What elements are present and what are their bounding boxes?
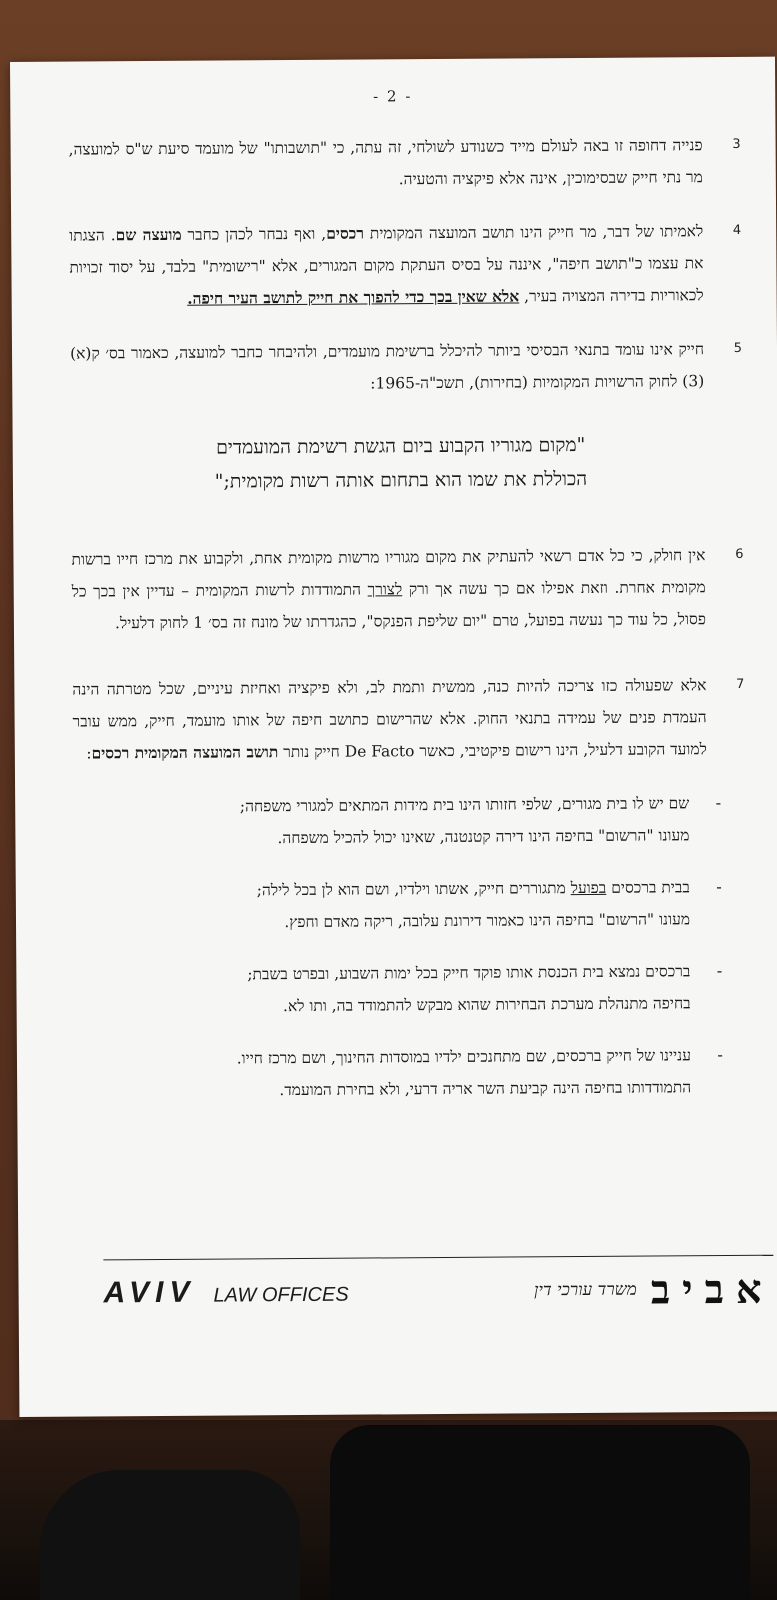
hebrew-office-label: משרד עורכי דין: [534, 1279, 637, 1301]
underlined-text: בפועל: [570, 878, 607, 898]
paragraph-text: . הצגתו את עצמו כ"תושב חיפה", איננה על בסיס העתקת מקום המגורים, אלא "רישומית" בלבד, על יסוד זכויות לכאוריות בדירה המצויה בעיר,: [69, 226, 704, 306]
bullet-item: [75, 1039, 735, 1108]
paragraph-text: חייק נותר: [278, 742, 345, 762]
bullet-line-1: עניינו של חייק ברכסים, שם מתחנכים ילדיו במוסדות החינוך, ושם מרכז חייו.: [236, 1046, 692, 1068]
paragraph-number: 7: [736, 676, 745, 692]
paragraph-number: 4: [732, 222, 742, 238]
paragraph-text: חייק אינו עומד בתנאי הבסיסי ביותר להיכלל ברשימת מועמדים, ולהיבחר כחבר למועצה, כאמור בס׳ ק(א)(3) לחוק הרשויות המקומיות (בחירות), תשכ"ה-1965:: [69, 340, 705, 393]
person-leg-right: [330, 1425, 750, 1600]
person-leg-left: [40, 1470, 300, 1600]
aviv-logo-en: AVIV: [103, 1275, 196, 1310]
bold-text: תושב המועצה המקומית רכסים: [91, 742, 279, 763]
bullet-line-1: [74, 871, 690, 907]
paragraph-3: [68, 129, 741, 198]
quote-line-1: "מקום מגוריו הקבוע ביום הגשת רשימת המועמדים: [215, 433, 586, 459]
dash-marker: -: [717, 1046, 724, 1065]
underlined-text: לצורך: [367, 580, 403, 599]
footer-divider: [103, 1255, 773, 1261]
bullet-line-1: ברכסים נמצא בית הכנסת אותו פוקד חייק בכל ימות השבוע, ובפרט בשבת;: [247, 962, 691, 984]
paragraph-text: אלא שפעולה כזו צריכה להיות כנה, ממשית ותמת לב, ולא פיקציה ואחיזת עיניים, שכל מטרתה הינה העמדת פנים של עמידה בתנאי החוק. אלא שהרישום כתושב חיפה של אותו מועמד, חייק, ממש עובר למועד הקובע דלעיל, הינו רישום פיקטיבי, כאשר: [72, 676, 707, 761]
paragraph-6: [71, 539, 744, 640]
bullet-text: בבית ברכסים: [606, 878, 690, 897]
paragraph-text: לאמיתו של דבר, מר חייק הינו תושב המועצה המקומית: [363, 222, 704, 243]
bullet-item: [74, 955, 734, 1024]
page-number: - 2 -: [373, 87, 413, 106]
paragraph-7: [72, 669, 745, 770]
quote-line-2: הכוללת את שמו הוא בתחום אותה רשות מקומית;": [214, 467, 588, 493]
letterhead-footer: [103, 1265, 774, 1314]
document-page: [10, 57, 777, 1417]
latin-text: De Facto: [344, 742, 415, 761]
bullet-line-2: מעונו "הרשום" בחיפה הינו דירה קטנטנה, שאינו יכול להכיל משפחה.: [277, 826, 690, 848]
law-quote: [71, 427, 731, 500]
hebrew-letterhead: [534, 1265, 774, 1314]
bullet-line-2: בחיפה מתנהלת מערכת הבחירות שהוא מבקש להתמודד בה, ותו לא.: [282, 994, 691, 1016]
dash-marker: -: [716, 962, 723, 981]
document-body: [68, 129, 745, 1128]
paragraph-text: אין חולק, כי כל אדם רשאי להעתיק את מקום מגוריו מרשות מקומית אחת, ולקבוע את מרכז חייו ברשות מקומית אחרת. וזאת אפילו אם כך עשה אך ורק: [71, 546, 706, 599]
bullet-line-1: שם יש לו בית מגורים, שלפי חזותו הינו בית מידות המתאים למגורי משפחה;: [239, 794, 690, 816]
paragraph-text: פנייה דחופה זו באה לעולם מייד כשנודע לשולחי, זה עתה, כי "תושבותו" של מועמד סיעת ש"ס למועצה, מר נתי חייק שבסימוכין, אינה אלא פיקציה והטעיה.: [68, 136, 703, 189]
law-offices-label: LAW OFFICES: [213, 1283, 349, 1307]
english-letterhead: [103, 1275, 348, 1311]
paragraph-number: 5: [733, 340, 743, 356]
bold-underlined-text: אלא שאין בכך כדי להפוך את חייק לתושב העיר חיפה.: [187, 286, 520, 308]
paragraph-text: , ואף נבחר לכהן כחבר: [181, 224, 327, 244]
bold-text: רכסים: [326, 223, 364, 243]
paragraph-text: התמודדות לרשות המקומית – עדיין אין בכך כל פסול, כל עוד כך נעשה בפועל, טרם "יום שליפת הפנקס", כהגדרתו של מונח זה בס׳ 1 לחוק דלעיל.: [71, 580, 706, 633]
paragraph-5: [69, 333, 743, 402]
paragraph-number: 3: [732, 136, 741, 152]
aviv-logo-he: אביב: [650, 1265, 774, 1314]
bullet-item: [74, 871, 734, 940]
bullet-item: [73, 787, 733, 856]
paragraph-4: [69, 215, 742, 316]
paragraph-number: 6: [735, 546, 744, 562]
bullet-text: מתגוררים חייק, אשתו וילדיו, ושם הוא לן בכל לילה;: [256, 879, 571, 900]
bullet-line-2: התמודדותו בחיפה הינה קביעת השר אריה דרעי, ולא בחירת המועמד.: [279, 1078, 692, 1100]
dash-marker: -: [716, 878, 722, 897]
bullet-line-2: מעונו "הרשום" בחיפה הינו כאמור דירונת עלובה, ריקה מאדם וחפץ.: [284, 910, 691, 932]
paragraph-text: :: [86, 744, 92, 763]
dash-marker: -: [715, 794, 722, 813]
bold-text: מועצה שם: [115, 224, 182, 245]
